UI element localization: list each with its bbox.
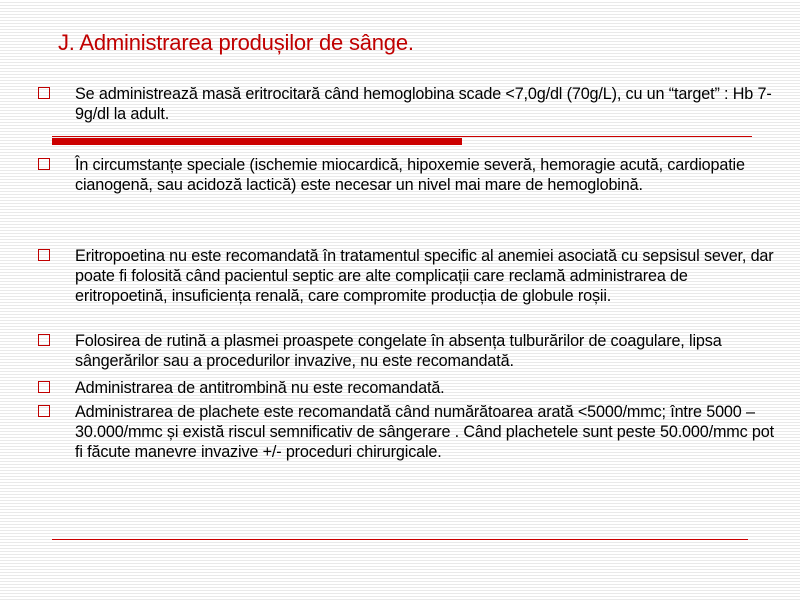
square-bullet-icon xyxy=(38,405,50,417)
bullet-item xyxy=(38,246,774,306)
bullet-item xyxy=(38,84,774,124)
bullet-text: Administrarea de antitrombină nu este recomandată. xyxy=(75,379,445,397)
bullet-text: Administrarea de plachete este recomandată când numărătoarea arată <5000/mmc; între 5000 – 30.000/mmc și există riscul semnificativ de sângerare . Când plachetele sunt peste 50.000/mmc pot fi făcute manevre invazive +/- proceduri chirurgicale. xyxy=(75,403,774,461)
bullet-text: Eritropoetina nu este recomandată în tratamentul specific al anemiei asociată cu sepsisul sever, dar poate fi folosită când pacientul septic are alte complicații care reclamă administrarea de eritropoetină, insuficiența renală, care compromite producția de globule roșii. xyxy=(75,247,774,305)
square-bullet-icon xyxy=(38,249,50,261)
square-bullet-icon xyxy=(38,334,50,346)
square-bullet-icon xyxy=(38,158,50,170)
bullet-item xyxy=(38,331,774,371)
square-bullet-icon xyxy=(38,87,50,99)
bullet-text: Se administrează masă eritrocitară când hemoglobina scade <7,0g/dl (70g/L), cu un “target” : Hb 7-9g/dl la adult. xyxy=(75,85,772,123)
bullet-text: Folosirea de rutină a plasmei proaspete congelate în absența tulburărilor de coagulare, lipsa sângerărilor sau a procedurilor invazive, nu este recomandată. xyxy=(75,332,722,370)
footer-divider xyxy=(52,539,748,540)
bullet-item xyxy=(38,402,774,462)
square-bullet-icon xyxy=(38,381,50,393)
bullet-text: În circumstanțe speciale (ischemie miocardică, hipoxemie severă, hemoragie acută, cardiopatie cianogenă, sau acidoză lactică) este necesar un nivel mai mare de hemoglobină. xyxy=(75,156,745,194)
accent-divider-thick xyxy=(52,138,462,145)
bullet-item xyxy=(38,378,774,398)
bullet-item xyxy=(38,155,774,195)
accent-divider-thin xyxy=(52,136,752,137)
slide-title: J. Administrarea produșilor de sânge. xyxy=(58,30,414,55)
